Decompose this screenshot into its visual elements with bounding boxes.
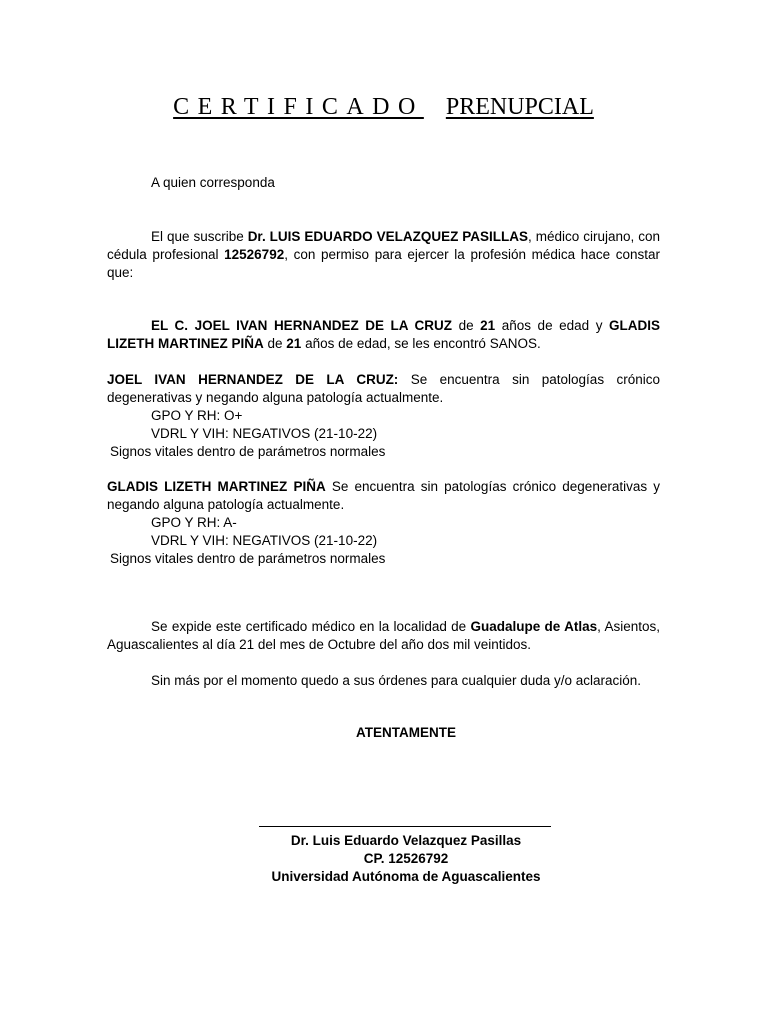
patient1-tests: VDRL Y VIH: NEGATIVOS (21-10-22) [151, 426, 378, 441]
title-prenupcial: PRENUPCIAL [445, 94, 594, 120]
patient1-name-inline: EL C. JOEL IVAN HERNANDEZ DE LA CRUZ [151, 318, 453, 333]
title-certificado: CERTIFICADO [173, 94, 424, 120]
signature-name: Dr. Luis Eduardo Velazquez Pasillas [290, 833, 522, 848]
doctor-name: Dr. LUIS EDUARDO VELAZQUEZ PASILLAS [247, 229, 529, 244]
regards: ATENTAMENTE [356, 725, 456, 740]
patient2-blood-type: GPO Y RH: A- [151, 515, 237, 530]
certificate-page [107, 0, 660, 1024]
patient1-age: 21 [480, 318, 496, 333]
patient1-paragraph: JOEL IVAN HERNANDEZ DE LA CRUZ: Se encuentra sin patologías crónico degenerativas y negando alguna patología actualmente. [107, 372, 660, 405]
patient2-age: 21 [286, 336, 302, 351]
patient2-tests: VDRL Y VIH: NEGATIVOS (21-10-22) [151, 533, 378, 548]
intro-paragraph: El que suscribe Dr. LUIS EDUARDO VELAZQUEZ PASILLAS, médico cirujano, con cédula profesional 12526792, con permiso para ejercer la profesión médica hace constar que: [107, 229, 661, 280]
patient1-blood-type: GPO Y RH: O+ [151, 408, 243, 423]
cedula-number: 12526792 [224, 247, 285, 262]
patient2-paragraph: GLADIS LIZETH MARTINEZ PIÑA Se encuentra sin patologías crónico degenerativas y negando alguna patología actualmente. [107, 479, 660, 512]
patient1-name: JOEL IVAN HERNANDEZ DE LA CRUZ: [107, 372, 399, 387]
patient2-name-inline: GLADIS LIZETH MARTINEZ PIÑA [107, 318, 660, 351]
patients-paragraph: EL C. JOEL IVAN HERNANDEZ DE LA CRUZ de 21 años de edad y GLADIS LIZETH MARTINEZ PIÑA de 21 años de edad, se les encontró SANOS. [107, 318, 660, 351]
document-title [107, 90, 660, 124]
signature-cp: CP. 12526792 [363, 851, 449, 866]
issuance-place: Guadalupe de Atlas [470, 619, 598, 634]
patient2-vitals: Signos vitales dentro de parámetros normales [110, 551, 386, 566]
patient1-vitals: Signos vitales dentro de parámetros normales [110, 444, 386, 459]
salutation: A quien corresponda [151, 175, 275, 190]
signature-line [259, 826, 551, 827]
signature-university: Universidad Autónoma de Aguascalientes [271, 869, 541, 884]
closing-paragraph: Sin más por el momento quedo a sus órdenes para cualquier duda y/o aclaración. [151, 673, 642, 688]
patient2-name: GLADIS LIZETH MARTINEZ PIÑA [107, 479, 326, 494]
issuance-paragraph: Se expide este certificado médico en la localidad de Guadalupe de Atlas, Asientos, Aguascalientes al día 21 del mes de Octubre del año dos mil veintidos. [107, 619, 660, 652]
